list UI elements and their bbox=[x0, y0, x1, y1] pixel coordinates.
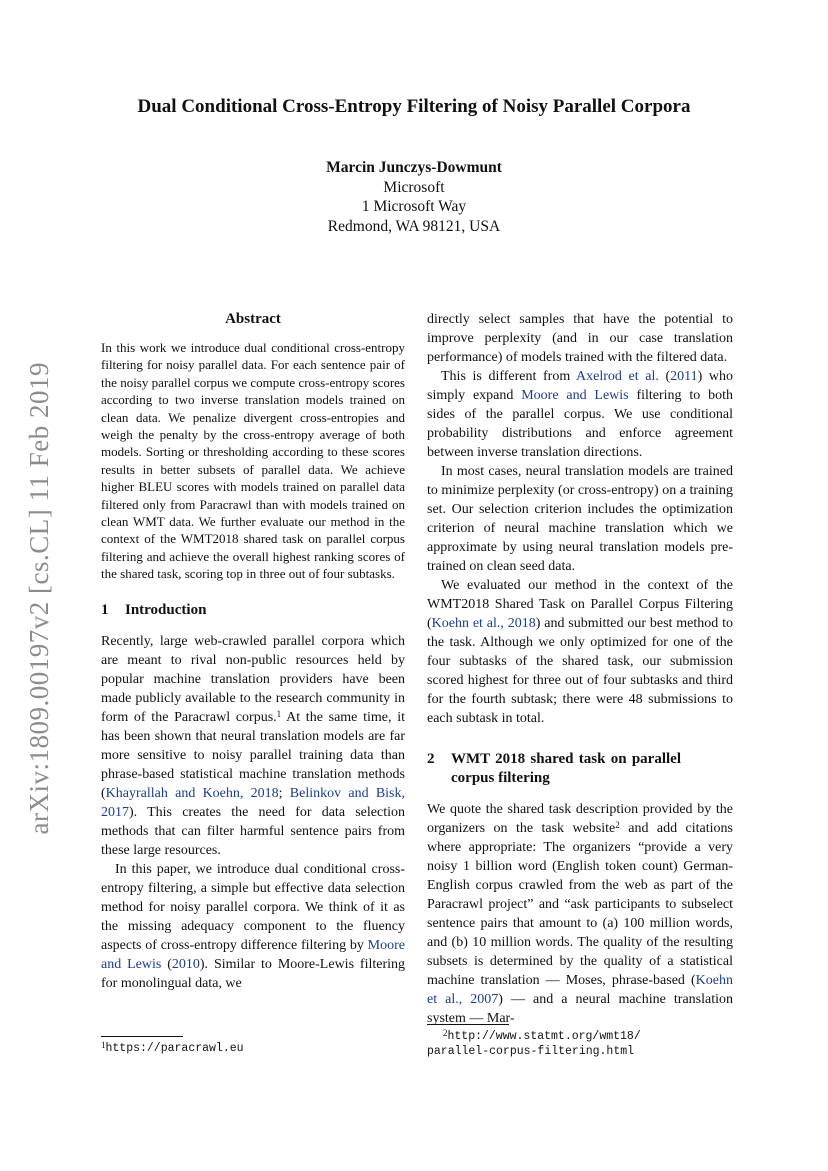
author-block bbox=[0, 158, 828, 236]
author-address-line1: 1 Microsoft Way bbox=[361, 198, 467, 215]
section-2-number: 2 bbox=[427, 751, 435, 767]
section-2-title: WMT 2018 shared task on parallel corpus filtering bbox=[451, 751, 681, 786]
right-column bbox=[427, 310, 733, 1028]
citation-moore-lewis-2[interactable]: Moore and Lewis bbox=[521, 388, 629, 403]
citation-belinkov-bisk-2017[interactable]: Belinkov and Bisk, 2017 bbox=[101, 785, 405, 820]
citation-axelrod-year[interactable]: 2011 bbox=[670, 369, 698, 384]
section-1-number: 1 bbox=[101, 601, 109, 618]
intro-paragraph-4: This is different from Axelrod et al. (2011) who simply expand Moore and Lewis filtering to both sides of the parallel corpus. We use conditional probability distributions and enforce agreement between inverse translation directions. bbox=[427, 369, 734, 460]
footnote-rule-right bbox=[427, 1024, 509, 1025]
citation-axelrod-2011[interactable]: Axelrod et al. bbox=[576, 369, 659, 384]
citation-moore-lewis-year[interactable]: 2010 bbox=[171, 956, 200, 972]
citation-moore-lewis[interactable]: Moore and Lewis bbox=[101, 937, 405, 972]
left-column bbox=[101, 310, 405, 993]
author-address-line2: Redmond, WA 98121, USA bbox=[327, 217, 501, 235]
abstract-text: In this work we introduce dual conditional cross-entropy filtering for noisy parallel data. For each sentence pair of the noisy parallel corpus we compute cross-entropy scores according to two inverse translation models trained on clean data. We penalize divergent cross-entropies and weigh the penalty by the cross-entropy average of both models. Sorting or thresholding according to these scores results in better subsets of parallel data. We achieve higher BLEU scores with models trained on parallel data filtered only from Paracrawl than with models trained on clean WMT data. We further evaluate our method in the context of the WMT2018 shared task on parallel corpus filtering and achieve the overall highest ranking scores of the shared task, scoring top in three out of four subtasks. bbox=[101, 340, 405, 582]
intro-paragraph-2: In this paper, we introduce dual conditional cross-entropy filtering, a simple but effective data selection method for noisy parallel corpora. We think of it as the missing adequacy component to the fluency aspects of cross-entropy difference filtering by Moore and Lewis (2010). Similar to Moore-Lewis filtering for monolingual data, we bbox=[101, 861, 406, 991]
citation-koehn-2007[interactable]: Koehn et al., 2007 bbox=[427, 973, 733, 1007]
footnote-1-mark: 1 bbox=[101, 1040, 106, 1050]
footnote-2-mark: 2 bbox=[443, 1028, 448, 1038]
intro-paragraph-1: Recently, large web-crawled parallel corpora which are meant to rival non-public resources held by popular machine translation providers have been made publicly available to the research community in form of the Paracrawl corpus.$^1$ At the same time, it has been shown that neural translation models are far more sensitive to noisy parallel training data than phrase-based statistical machine translation methods (Khayrallah and Koehn, 2018; Belinkov and Bisk, 2017). This creates the need for data selection methods that can filter harmful sentence pairs from these large resources. bbox=[101, 633, 405, 858]
author-name: Marcin Junczys-Dowmunt bbox=[326, 159, 502, 176]
author-affiliation: Microsoft bbox=[383, 178, 445, 196]
footnote-1-marker[interactable]: 1 bbox=[276, 708, 282, 719]
arxiv-stamp: arXiv:1809.00197v2 [cs.CL] 11 Feb 2019 bbox=[24, 362, 54, 835]
footnote-rule-left bbox=[101, 1036, 183, 1037]
abstract-heading: Abstract bbox=[225, 311, 281, 327]
paper-title: Dual Conditional Cross-Entropy Filtering of Noisy Parallel Corpora bbox=[137, 96, 691, 117]
footnote-2-link-line2[interactable]: parallel-corpus-filtering.html bbox=[427, 1045, 635, 1058]
section-1-title: Introduction bbox=[125, 601, 207, 618]
citation-khayrallah-koehn-2018[interactable]: Khayrallah and Koehn, 2018 bbox=[105, 785, 279, 801]
section-2-paragraph-1: We quote the shared task description provided by the organizers on the task website$^2$ and add citations where appropriate: The organizers “provide a very noisy 1 billion word (English token count) German-English corpus crawled from the web as part of the Paracrawl project” and “ask participants to subselect sentence pairs that amount to (a) 100 million words, and (b) 10 million words. The quality of the resulting subsets is determined by the quality of a statistical machine translation — Moses, phrase-based (Koehn et al., 2007) — and a neural machine translation system — Mar- bbox=[427, 802, 733, 1026]
intro-paragraph-6: We evaluated our method in the context of the WMT2018 Shared Task on Parallel Corpus Filtering (Koehn et al., 2018) and submitted our best method to the task. Although we only optimized for one of the four subtasks of the shared task, our submission scored highest for three out of four subtasks and third for the fourth subtask; there were 48 submissions to each subtask in total. bbox=[427, 578, 733, 726]
intro-paragraph-3: directly select samples that have the potential to improve perplexity (and in our case translation performance) of models trained with the filtered data. bbox=[427, 312, 733, 365]
footnote-2-link-line1[interactable]: http://www.statmt.org/wmt18/ bbox=[447, 1030, 641, 1043]
footnote-1 bbox=[101, 1036, 405, 1056]
citation-koehn-2018[interactable]: Koehn et al., 2018 bbox=[431, 616, 536, 631]
footnote-2 bbox=[427, 1024, 733, 1059]
footnote-1-link[interactable]: https://paracrawl.eu bbox=[105, 1042, 244, 1055]
footnote-2-marker[interactable]: 2 bbox=[615, 820, 620, 830]
section-2-heading bbox=[427, 750, 733, 788]
section-1-heading bbox=[101, 601, 405, 620]
intro-paragraph-5: In most cases, neural translation models are trained to minimize perplexity (or cross-entropy) on a training set. Our selection criterion includes the optimization criterion of neural machine translation which we approximate by using neural translation models pre-trained on clean seed data. bbox=[427, 464, 733, 574]
